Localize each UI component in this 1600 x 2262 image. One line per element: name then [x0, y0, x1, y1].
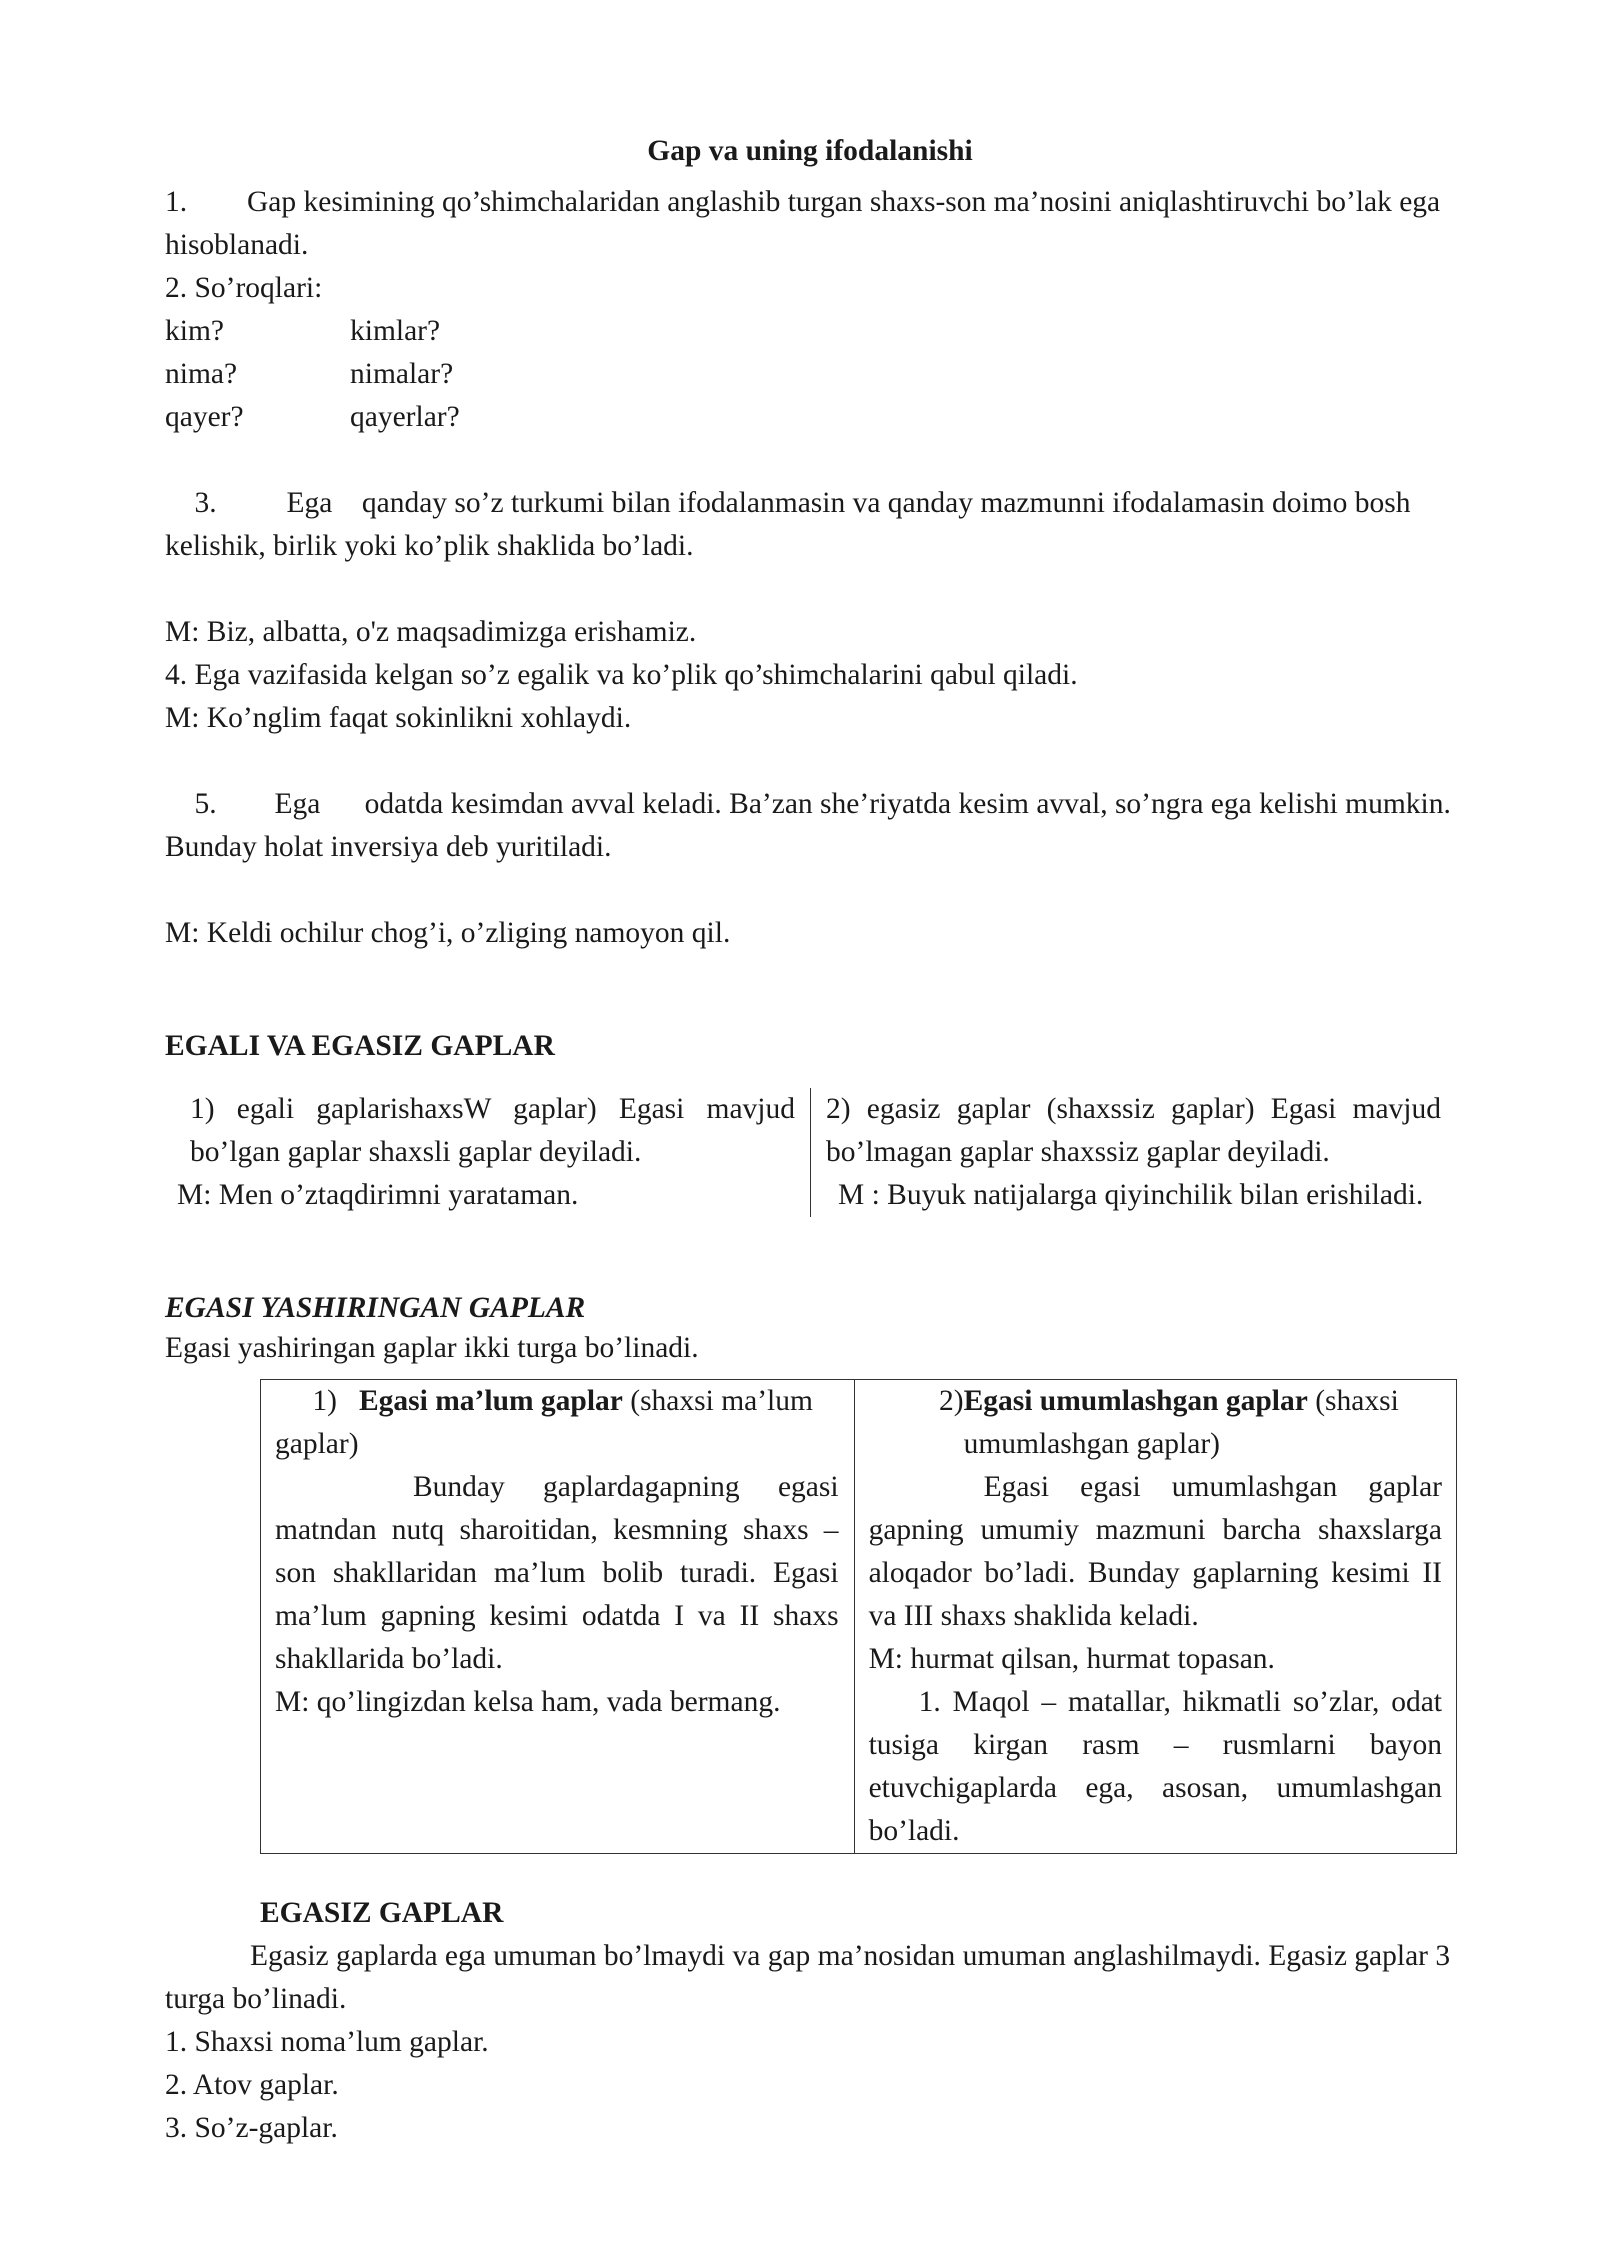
example-5: M: Keldi ochilur chog’i, o’zliging namoyon qil.: [165, 917, 731, 949]
egasiz-column: [810, 1088, 1441, 1217]
section-heading-egasiz: EGASIZ GAPLAR: [260, 1897, 504, 1929]
egasiz-intro: Egasiz gaplarda ega umuman bo’lmaydi va gap ma’nosidan umuman anglashilmaydi. Egasiz gaplar 3 turga bo’linadi.: [165, 1940, 1451, 2015]
umumlashgan-note: 1. Maqol – matallar, hikmatli so’zlar, odat tusiga kirgan rasm – rusmlarni bayon etuvchigaplarda ega, asosan, umumlashgan bo’ladi.: [868, 1686, 1442, 1847]
malum-heading: [275, 1380, 839, 1466]
umumlashgan-body: Egasi egasi umumlashgan gaplar gapning umumiy mazmuni barcha shaxslarga aloqador bo’ladi. Bunday gaplarning kesimi II va III shaxs shaklida keladi.: [868, 1471, 1442, 1632]
yashiringan-intro: Egasi yashiringan gaplar ikki turga bo’linadi.: [165, 1332, 699, 1364]
question: nima?: [165, 358, 238, 390]
umumlashgan-gaplar-cell: [855, 1380, 1456, 1853]
malum-body: Bunday gaplardagapning egasi matndan nutq sharoitidan, kesmning shaxs – son shakllaridan ma’lum bolib turadi. Egasi ma’lum gapning kesimi odatda I va II shaxs shakllarida bo’ladi.: [275, 1471, 839, 1675]
paragraph-2: 2. So’roqlari:: [165, 272, 323, 304]
question: qayer?: [165, 401, 244, 433]
egasiz-example: M : Buyuk natijalarga qiyinchilik bilan erishiladi.: [838, 1179, 1424, 1211]
page-title: Gap va uning ifodalanishi: [647, 135, 973, 167]
egali-column: [165, 1088, 810, 1217]
section-heading-egali: EGALI VA EGASIZ GAPLAR: [165, 1030, 555, 1062]
egasiz-list-item: 2. Atov gaplar.: [165, 2069, 339, 2101]
example-3: M: Biz, albatta, o'z maqsadimizga erishamiz.: [165, 616, 697, 648]
item-number: 2): [938, 1385, 964, 1417]
egali-definition: 1) egali gaplarishaxsW gaplar) Egasi mavjud bo’lgan gaplar shaxsli gaplar deyiladi.: [190, 1093, 795, 1168]
egali-egasiz-columns: [165, 1088, 1455, 1217]
item-number: 5.: [194, 788, 217, 820]
paragraph-1: [165, 181, 1455, 267]
umumlashgan-example: M: hurmat qilsan, hurmat topasan.: [868, 1643, 1275, 1675]
umumlashgan-heading-bold: Egasi umumlashgan gaplar: [963, 1385, 1308, 1417]
item-number: 3.: [194, 487, 217, 519]
paragraph-text: Gap kesimining qo’shimchalaridan anglashib turgan shaxs-son ma’nosini aniqlashtiruvchi bo’lak ega hisoblanadi.: [165, 186, 1441, 261]
umumlashgan-heading-rest: (shaxsi umumlashgan gaplar): [963, 1385, 1399, 1460]
question: qayerlar?: [350, 401, 460, 433]
egasiz-list-item: 3. So’z-gaplar.: [165, 2112, 338, 2144]
section-heading-yashiringan: EGASI YASHIRINGAN GAPLAR: [165, 1292, 586, 1324]
egasiz-list-item: 1. Shaxsi noma’lum gaplar.: [165, 2026, 489, 2058]
malum-heading-bold: Egasi ma’lum gaplar: [359, 1385, 623, 1417]
paragraph-3: [165, 439, 1455, 611]
document-page: [165, 130, 1459, 2150]
example-4: M: Ko’nglim faqat sokinlikni xohlaydi.: [165, 702, 632, 734]
item-number: 1): [312, 1385, 337, 1417]
paragraph-text: Ega qanday so’z turkumi bilan ifodalanmasin va qanday mazmunni ifodalamasin doimo bosh kelishik, birlik yoki ko’plik shaklida bo’ladi.: [165, 487, 1418, 562]
egali-example: M: Men o’ztaqdirimni yarataman.: [177, 1179, 579, 1211]
paragraph-4: 4. Ega vazifasida kelgan so’z egalik va ko’plik qo’shimchalarini qabul qiladi.: [165, 659, 1078, 691]
malum-example: M: qo’lingizdan kelsa ham, vada bermang.: [275, 1686, 781, 1718]
item-number: 1.: [165, 186, 188, 218]
yashiringan-table: [260, 1379, 1457, 1854]
paragraph-text: Ega odatda kesimdan avval keladi. Ba’zan she’riyatda kesim avval, so’ngra ega kelishi mumkin. Bunday holat inversiya deb yuritiladi.: [165, 788, 1459, 863]
malum-heading-rest: (shaxsi ma’lum gaplar): [275, 1385, 813, 1460]
egasiz-definition: 2) egasiz gaplar (shaxssiz gaplar) Egasi mavjud bo’lmagan gaplar shaxssiz gaplar deyiladi.: [826, 1093, 1441, 1168]
question: kimlar?: [350, 315, 441, 347]
paragraph-5: [165, 740, 1459, 912]
question: nimalar?: [350, 358, 454, 390]
umumlashgan-heading: [869, 1380, 1442, 1466]
question: kim?: [165, 315, 224, 347]
questions-table: [165, 310, 1455, 439]
malum-gaplar-cell: [261, 1380, 855, 1853]
